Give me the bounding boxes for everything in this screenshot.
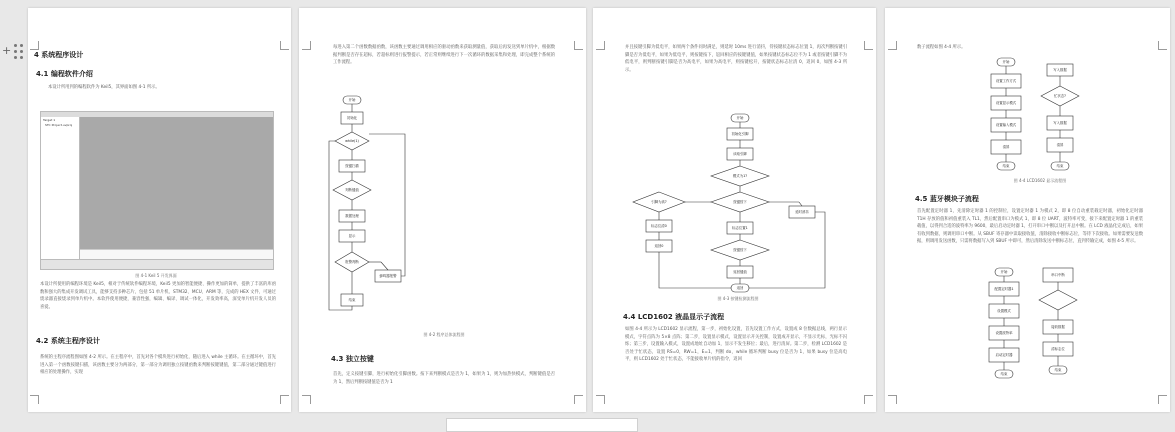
heading-4-1: 4.1 编程软件介绍	[36, 70, 93, 78]
intro-text: 本设计所用到的编程软件为 Keil5，其界面如图 4-1 所示。	[48, 85, 160, 90]
drag-handle[interactable]	[14, 44, 25, 60]
main-flowchart	[327, 94, 407, 322]
heading-4-3: 4.3 独立按键	[331, 355, 374, 363]
figure-caption: 图 4-4 LCD1602 显示流程图	[1013, 178, 1067, 183]
crop-mark	[888, 395, 897, 404]
flow-label: 清标志位	[1051, 347, 1065, 351]
flow-label: 清屏	[1056, 143, 1064, 147]
flow-label: 返回键值	[733, 270, 747, 274]
flow-label: 启动定时器	[995, 353, 1013, 357]
flow-label: 初始化	[346, 116, 358, 120]
flow-label: 设置模式	[997, 309, 1011, 313]
lcd-flowchart	[987, 56, 1087, 174]
flow-label: 返回0	[654, 244, 664, 248]
bottom-tab[interactable]	[446, 418, 638, 432]
flow-label: 显示	[348, 234, 356, 238]
flow-label: 标志位清0	[651, 224, 667, 228]
figure-caption: 图 4-1 Keil 5 开发界面	[135, 273, 177, 278]
flow-label: 配置定时器1	[994, 287, 1014, 291]
crop-mark	[596, 395, 605, 404]
flow-label: 结束	[1002, 164, 1010, 168]
flow-label: 按键按下	[733, 248, 747, 252]
flow-label: 延时消抖	[795, 210, 809, 214]
page-4	[885, 8, 1170, 412]
flow-label: while(1)	[345, 139, 359, 143]
tree-root: Target 1	[43, 118, 56, 122]
flow-label: 设置波特率	[995, 331, 1013, 335]
paragraph: 本设计所使用的编程环境是 Keil5，相对于传统软件编程环境，Keil5 更加的智能便捷、操作更加的简单，提供了丰富的库函数和强大的集成开发调试工具，能够支持多种芯片，包括 51 单片机、STM32、MCU、ARM 等，完成的 HEX 文件，可通过烧录器直接烧录到单片机中。本软件使用便捷，兼容性强，编辑、编译、调试一体化，开发效率高，深受单片机开发人员的喜爱。	[40, 282, 276, 310]
paragraph: 系统的主程序流程图如图 4-2 所示。在主程序中，首先对各个模块进行初始化，随后进入 while 主循环。在主循环中，首先进入第一个函数按键扫描，该函数主要分为两部分，第一部分为调用独立按键函数来判断按键键值，第二部分通过键值进行相应的处理操作，实现	[40, 355, 276, 376]
page-1	[28, 8, 291, 412]
flow-label: 开始	[1000, 270, 1008, 274]
key-flowchart	[629, 112, 849, 298]
flow-label: 标志位置1	[732, 226, 748, 230]
flow-label: 引脚为高?	[651, 200, 667, 204]
paragraph: 如图 4-4 所示为 LCD1602 显示流程，第一步，初始化设置，首先设置工作方式，设置成 8 位数据总线，两行显示模式，字符点阵为 5×8 点阵；第二步，设置显示模式，设置显示开关控制，设置成开显示，不显示光标，光标不闪烁；第三步，设置输入模式，设置成地址自动加 1，显示不发生移位；最后，进行清屏。第二步，检测 LCD1602 是否处于忙状态，设置 RS=0，RW=1，E=1，判断 do，while 循环判断 busy 位是否为 1，如果 busy 位是高电平，则 LCD1602 处于忙状态，不能接收单片机的指令，返回	[625, 327, 847, 363]
flow-label: 串口中断	[1051, 273, 1065, 277]
flow-label: 开始	[1002, 60, 1010, 64]
flow-label: 初始化引脚	[731, 132, 749, 136]
flow-label: 忙状态?	[1054, 94, 1066, 98]
ide-status-bar	[41, 259, 273, 269]
flow-label: 开始	[348, 98, 356, 102]
page-2	[299, 8, 586, 412]
flow-label: 按键扫描	[345, 164, 359, 168]
plus-icon[interactable]: +	[2, 44, 12, 57]
paragraph: 并且按键引脚为低电平，如果两个条件同时满足，则延时 10ms 进行消抖，待按键状态标志位置 1，再次判断按键引脚是否为低电平，如果为低电平，则按键按下，返回相应的按键键值，如果按键状态标志位不为 1 或者按键引脚不为低电平，则判断按键引脚是否为高电平，如果为高电平，则按键松开，按键状态标志位清 0，返回 0，如图 4-3 所示。	[625, 45, 847, 73]
ide-screenshot	[40, 111, 274, 270]
flow-label: 判断键值	[345, 188, 359, 192]
page-3	[593, 8, 876, 412]
flow-label: 结束	[1056, 164, 1064, 168]
crop-mark	[30, 395, 39, 404]
crop-mark	[302, 395, 311, 404]
bt-flowchart	[985, 266, 1085, 396]
heading-4-4: 4.4 LCD1602 液晶显示子流程	[623, 313, 725, 321]
flow-label: 结束	[348, 298, 356, 302]
flow-label: 返回	[736, 286, 744, 290]
crop-mark	[1158, 41, 1167, 50]
flow-label: 模式为1?	[732, 174, 748, 178]
flow-label: 读取引脚	[733, 152, 747, 156]
flow-label: 接收数据	[1051, 325, 1065, 329]
ide-project-pane	[41, 117, 80, 259]
ide-editor-area	[80, 117, 273, 249]
flow-label: 写入数据	[1053, 68, 1067, 72]
paragraph: 首先配置定时器 1，先清除定时器 1 的控制位，设置定时器 1 为模式 2，即 8 位自动重装载定时器，初始化定时器 T1H 存放的值和初值重装入 TL1，然后配置串口为模式 1，即 8 位 UART，波特率可变，接下来配置定时器 1 的重装载值，以得到合适的波特率为 9600，最后启动定时器 1，打开串口中断以及打开总中断。在 LCD 液晶化完成后，如果有收到数据，则调用串口中断。从 SBUF 寄存器中读取接收值，清除接收中断标志位，等待下次接收。如果需要发送数据，则调用发送函数，只需将数据写入到 SBUF 中即可，然后清除发送中断标志位，直到传输完成，如图 4-5 所示。	[917, 209, 1143, 245]
paragraph: 数子流程如图 4-4 所示。	[917, 45, 966, 50]
crop-mark	[280, 395, 289, 404]
heading-4-5: 4.5 蓝牙模块子流程	[915, 195, 979, 203]
flow-decision	[1039, 290, 1077, 310]
flow-label: 结束	[1000, 372, 1008, 376]
crop-mark	[864, 41, 873, 50]
flow-label: 设置输入模式	[995, 123, 1017, 127]
paragraph: 首先，定义按键引脚，进行初始化引脚函数。按下来判断模式是否为 1，如果为 1，则为加热快模式，判断键值是否为 1，然后判断按键值是否为 1	[333, 372, 555, 385]
crop-mark	[30, 41, 39, 50]
crop-mark	[574, 395, 583, 404]
crop-mark	[280, 41, 289, 50]
flow-label: 写入数据	[1053, 121, 1067, 125]
flow-label: 结束	[1054, 368, 1062, 372]
flow-label: 数据处理	[345, 214, 359, 218]
flow-label: 设置工作方式	[995, 79, 1017, 83]
flow-label: 报警判断	[345, 260, 359, 264]
tree-item: STC Project.uvproj	[45, 123, 73, 127]
flow-label: 设置显示模式	[995, 101, 1017, 105]
flow-label: 按键按下	[733, 200, 747, 204]
figure-caption: 图 4-3 按键检测流程图	[717, 296, 759, 301]
figure-caption: 图 4-2 程序总体流程图	[423, 332, 465, 337]
crop-mark	[574, 41, 583, 50]
crop-mark	[302, 41, 311, 50]
heading-4: 4 系统程序设计	[34, 51, 84, 59]
heading-4-2: 4.2 系统主程序设计	[36, 337, 100, 345]
flow-label: 清屏	[1002, 145, 1010, 149]
flow-label: 开始	[736, 116, 744, 120]
crop-mark	[864, 395, 873, 404]
crop-mark	[888, 41, 897, 50]
crop-mark	[596, 41, 605, 50]
crop-mark	[1158, 395, 1167, 404]
flow-label: 蜂鸣器报警	[379, 274, 397, 278]
paragraph: 每进入第二个函数数据函数，该函数主要通过调用相应的驱动函数来获取测量值，获取后再发送到单片机中，根据数据判断是否存在超标，若超标则进行报警提示，若正常则继续进行下一次循环的数据采集和处理，即完成整个系统的工作流程。	[333, 45, 555, 66]
